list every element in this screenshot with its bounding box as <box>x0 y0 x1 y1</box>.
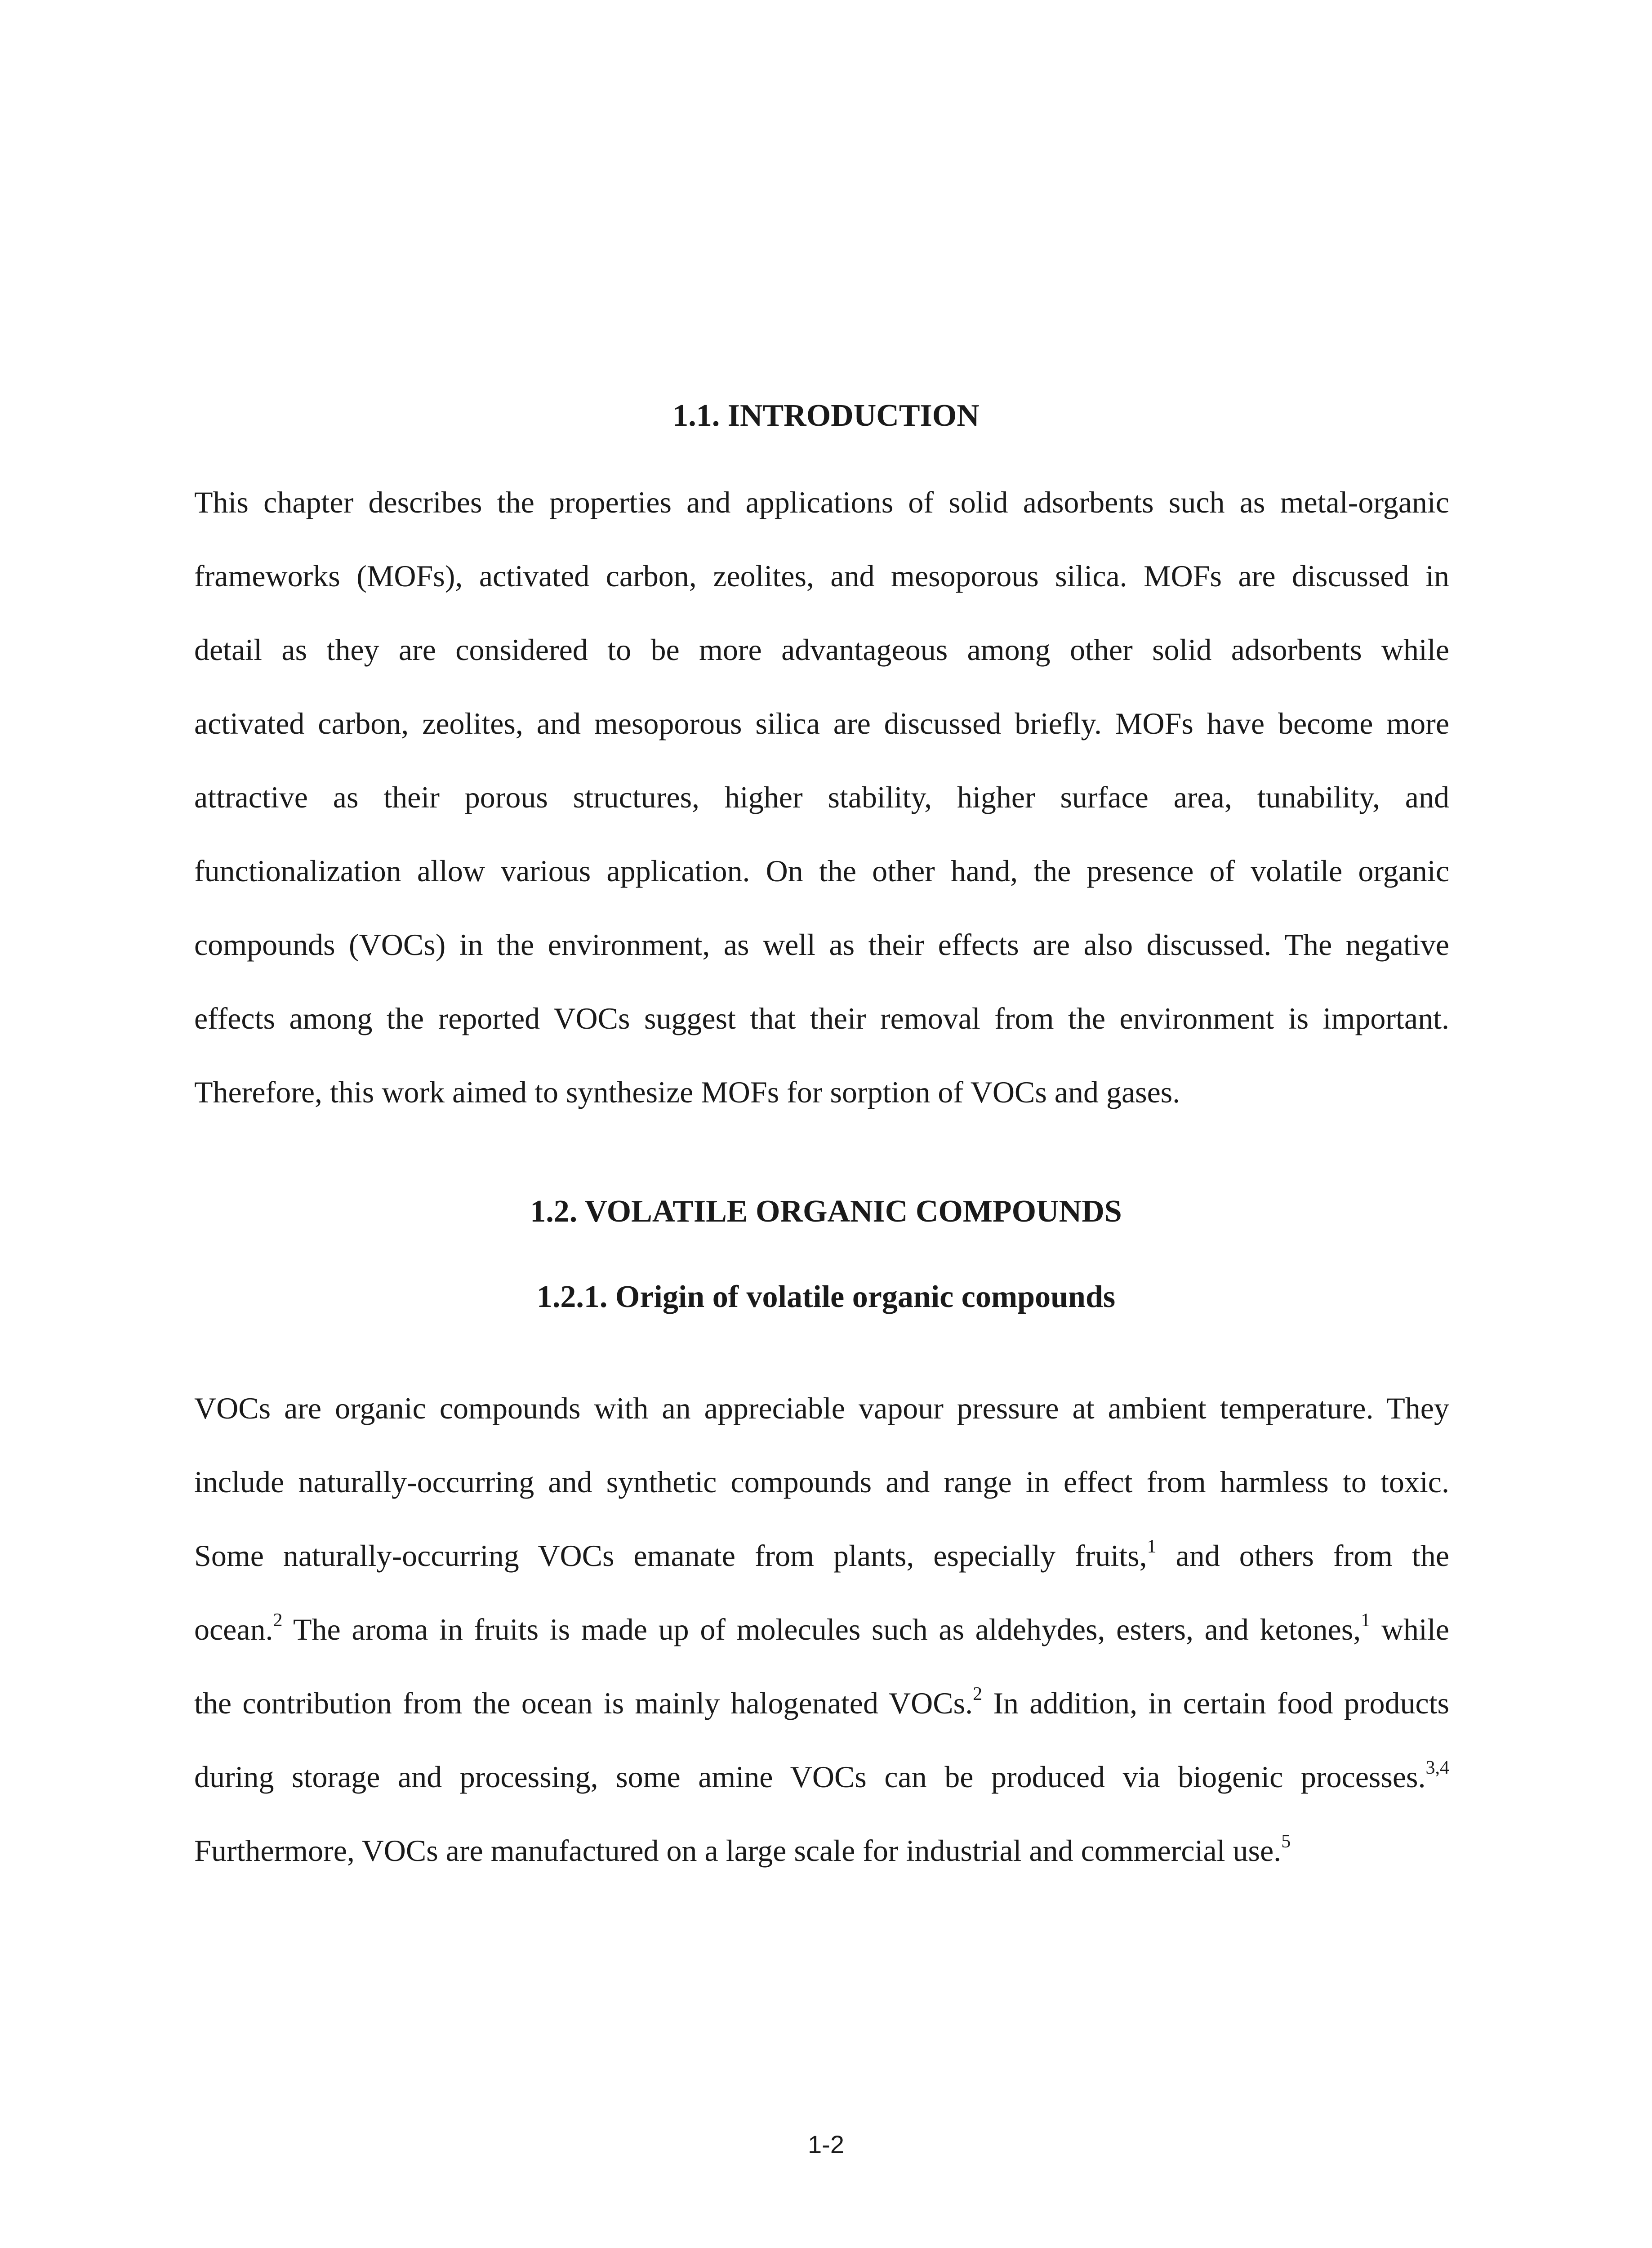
introduction-paragraph <box>194 465 1449 1129</box>
paragraph-line: include naturally-occurring and synthetic compounds and range in effect from harmless to toxic. <box>194 1465 1449 1499</box>
paragraph-line: activated carbon, zeolites, and mesoporous silica are discussed briefly. MOFs have become more <box>194 706 1449 740</box>
paragraph-line: compounds (VOCs) in the environment, as well as their effects are also discussed. The negative <box>194 928 1449 962</box>
section-heading-introduction: 1.1. INTRODUCTION <box>672 398 980 433</box>
section-heading-volatile-organic-compounds: 1.2. VOLATILE ORGANIC COMPOUNDS <box>530 1194 1122 1229</box>
paragraph-line: This chapter describes the properties and applications of solid adsorbents such as metal-organic <box>194 485 1449 519</box>
paragraph-line: attractive as their porous structures, higher stability, higher surface area, tunability, and <box>194 780 1449 814</box>
citation-superscript: 1 <box>1361 1610 1371 1631</box>
citation-superscript: 2 <box>273 1610 283 1631</box>
paragraph-line: VOCs are organic compounds with an appreciable vapour pressure at ambient temperature. They <box>194 1391 1449 1425</box>
citation-superscript: 1 <box>1147 1536 1157 1557</box>
citation-superscript: 3,4 <box>1425 1757 1449 1778</box>
paragraph-line: Furthermore, VOCs are manufactured on a large scale for industrial and commercial use.$^5$ <box>194 1831 1291 1868</box>
paragraph-line: frameworks (MOFs), activated carbon, zeolites, and mesoporous silica. MOFs are discussed in <box>194 559 1449 593</box>
origin-paragraph <box>194 1371 1449 1887</box>
paragraph-line: the contribution from the ocean is mainly halogenated VOCs.$^2$ In addition, in certain food products <box>194 1684 1449 1720</box>
paragraph-line: detail as they are considered to be more advantageous among other solid adsorbents while <box>194 633 1449 667</box>
subsection-heading-origin-of-vocs: 1.2.1. Origin of volatile organic compounds <box>536 1280 1116 1314</box>
paragraph-line: functionalization allow various application. On the other hand, the presence of volatile organic <box>194 854 1449 888</box>
paragraph-line: Therefore, this work aimed to synthesize MOFs for sorption of VOCs and gases. <box>194 1075 1180 1109</box>
paragraph-line: ocean.$^2$ The aroma in fruits is made up of molecules such as aldehydes, esters, and ketones,$^1$ while <box>194 1610 1449 1646</box>
page-number: 1-2 <box>808 2130 844 2159</box>
paragraph-line: effects among the reported VOCs suggest that their removal from the environment is important. <box>194 1001 1449 1035</box>
citation-superscript: 2 <box>973 1684 983 1704</box>
citation-superscript: 5 <box>1281 1831 1291 1852</box>
paragraph-line: during storage and processing, some amine VOCs can be produced via biogenic processes.$^{3,4}$ <box>194 1757 1449 1794</box>
paragraph-line: Some naturally-occurring VOCs emanate from plants, especially fruits,$^1$ and others from the <box>194 1536 1449 1573</box>
